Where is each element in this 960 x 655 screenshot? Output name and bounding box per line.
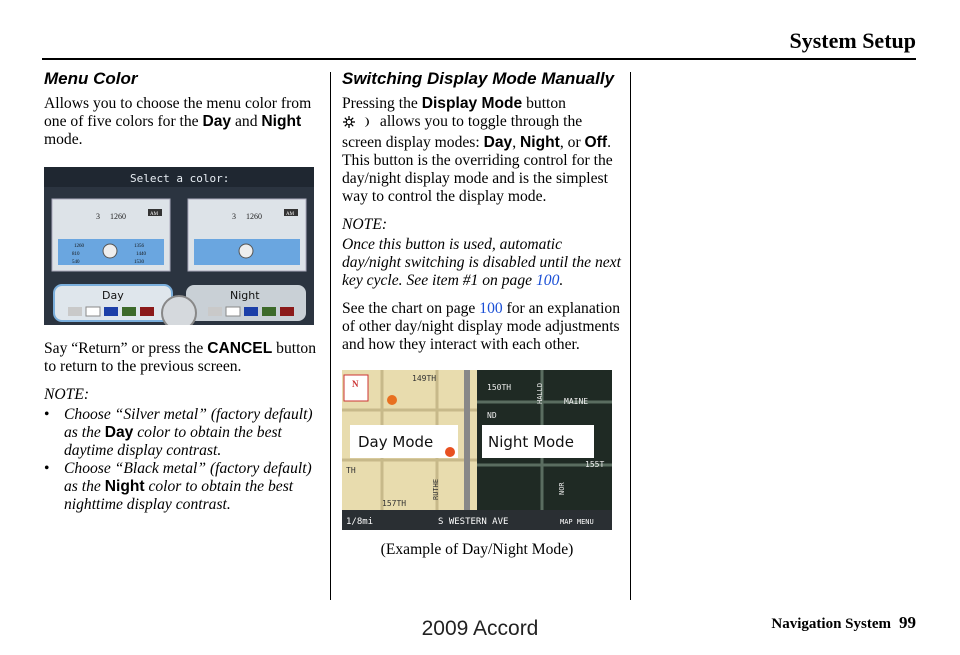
and-text: and xyxy=(231,113,262,130)
night-mode-label-box xyxy=(482,425,594,458)
switching-column xyxy=(342,68,624,559)
mode-night-term: Night xyxy=(520,134,560,151)
bullet2-text-a: Choose “Black metal” (factory default) as the xyxy=(64,460,312,495)
note-page-link[interactable]: 100 xyxy=(535,272,560,289)
night-color-swatches xyxy=(208,307,294,316)
chart-text-b: for an explanation of other day/night display mode adjustments and how they interact with each other. xyxy=(342,300,620,353)
day-band: AM xyxy=(150,212,159,217)
footer-section: Navigation System xyxy=(771,616,891,632)
day-tab-label: Day xyxy=(102,289,124,302)
street-155t: 155T xyxy=(585,460,605,469)
night-mode-label: Night Mode xyxy=(488,433,574,451)
day-scale-2: 810 xyxy=(72,252,80,257)
or-text: , or xyxy=(559,134,585,151)
note-label: NOTE: xyxy=(44,386,90,403)
header-rule xyxy=(42,58,916,60)
night-band: AM xyxy=(286,212,295,217)
select-color-title: Select a color: xyxy=(130,172,230,185)
watermark-text: 2009 Accord xyxy=(421,617,539,640)
chart-text-a: See the chart on page xyxy=(342,300,480,317)
menu-color-screenshot xyxy=(44,167,314,325)
switching-paragraph xyxy=(342,95,624,206)
day-night-map-screenshot xyxy=(342,370,612,530)
p1-text-c: allows you to toggle through the screen display modes: xyxy=(342,113,583,151)
menu-color-column xyxy=(44,68,324,514)
switching-note-label: NOTE: xyxy=(342,216,388,233)
say-text-2: button to return to the previous screen. xyxy=(44,340,317,375)
page-number: 99 xyxy=(899,613,916,632)
intro-text-2: mode. xyxy=(44,131,83,148)
day-scale-5: 1530 xyxy=(134,260,144,265)
map-menu-label: MAP MENU xyxy=(560,518,594,526)
bullet1-text-a: Choose “Silver metal” (factory default) as the xyxy=(64,406,313,441)
street-nor: NOR xyxy=(558,482,566,495)
p1-text-d: . This button is the overriding control for the day/night display mode and is the simplest way to control the display mode. xyxy=(342,134,613,205)
day-scale-4: 540 xyxy=(72,260,80,265)
day-mode-label-box xyxy=(350,425,458,458)
street-ruthe: RUTHE xyxy=(432,478,440,500)
bullet1-day-term: Day xyxy=(104,424,134,441)
p1-text-a: Pressing the xyxy=(342,95,422,112)
north-label: N xyxy=(352,379,359,389)
column-divider-right xyxy=(630,72,631,600)
list-item xyxy=(44,406,324,460)
display-mode-term: Display Mode xyxy=(421,95,523,112)
day-color-swatches xyxy=(68,307,154,316)
bullet-mark: • xyxy=(44,460,50,477)
switching-heading: Switching Display Mode Manually xyxy=(342,69,615,88)
say-text-1: Say “Return” or press the xyxy=(44,340,208,357)
day-scale-3: 1440 xyxy=(136,252,146,257)
note-text-a: Once this button is used, automatic day/night switching is disabled until the next key cycle. See item #1 on page xyxy=(342,236,621,289)
night-tab-label: Night xyxy=(230,289,260,302)
night-freq: 1260 xyxy=(246,212,262,221)
comma-text: , xyxy=(512,134,521,151)
street-th: TH xyxy=(346,466,356,475)
mode-off-term: Off xyxy=(584,134,608,151)
mode-day-term: Day xyxy=(483,134,513,151)
return-instruction xyxy=(44,340,324,376)
chart-reference xyxy=(342,300,624,354)
street-nd: ND xyxy=(487,411,497,420)
display-mode-icon xyxy=(342,115,376,134)
day-tuner-knob xyxy=(103,244,117,258)
day-scale-0: 1260 xyxy=(74,244,84,249)
p1-text-b: button xyxy=(522,95,566,112)
day-scale-1: 1356 xyxy=(134,244,144,249)
poi-marker xyxy=(387,395,397,405)
bullet-mark: • xyxy=(44,406,50,423)
menu-color-intro xyxy=(44,95,324,149)
menu-color-heading: Menu Color xyxy=(44,69,138,88)
list-item xyxy=(44,460,324,514)
day-mode-label: Day Mode xyxy=(358,433,434,451)
interface-dial xyxy=(162,296,196,325)
cancel-term: CANCEL xyxy=(207,340,273,357)
bullet2-night-term: Night xyxy=(104,478,145,495)
street-157th: 157TH xyxy=(382,499,407,508)
figure-caption: (Example of Day/Night Mode) xyxy=(380,541,574,558)
street-150th: 150TH xyxy=(487,383,512,392)
night-term: Night xyxy=(261,113,302,130)
street-149th: 149TH xyxy=(412,374,437,383)
chart-page-link[interactable]: 100 xyxy=(479,300,503,317)
day-preset: 3 xyxy=(96,212,100,221)
column-divider-left xyxy=(330,72,331,600)
map-scale: 1/8mi xyxy=(346,517,374,527)
switching-note-text xyxy=(342,236,624,290)
bullet1-text-b: color to obtain the best daytime display contrast. xyxy=(64,424,282,459)
page-header-title: System Setup xyxy=(789,28,916,53)
day-freq: 1260 xyxy=(110,212,126,221)
current-road: S WESTERN AVE xyxy=(438,517,509,527)
vehicle-marker xyxy=(445,447,455,457)
night-tuner-knob xyxy=(239,244,253,258)
street-halld: HALLD xyxy=(536,382,544,404)
note-bullet-list xyxy=(44,406,324,514)
day-term: Day xyxy=(202,113,232,130)
night-preset: 3 xyxy=(232,212,236,221)
bullet2-text-b: color to obtain the best nighttime display contrast. xyxy=(64,478,294,513)
note-end: . xyxy=(559,272,564,289)
street-maine: MAINE xyxy=(564,397,589,406)
intro-text-1: Allows you to choose the menu color from one of five colors for the xyxy=(44,95,312,130)
